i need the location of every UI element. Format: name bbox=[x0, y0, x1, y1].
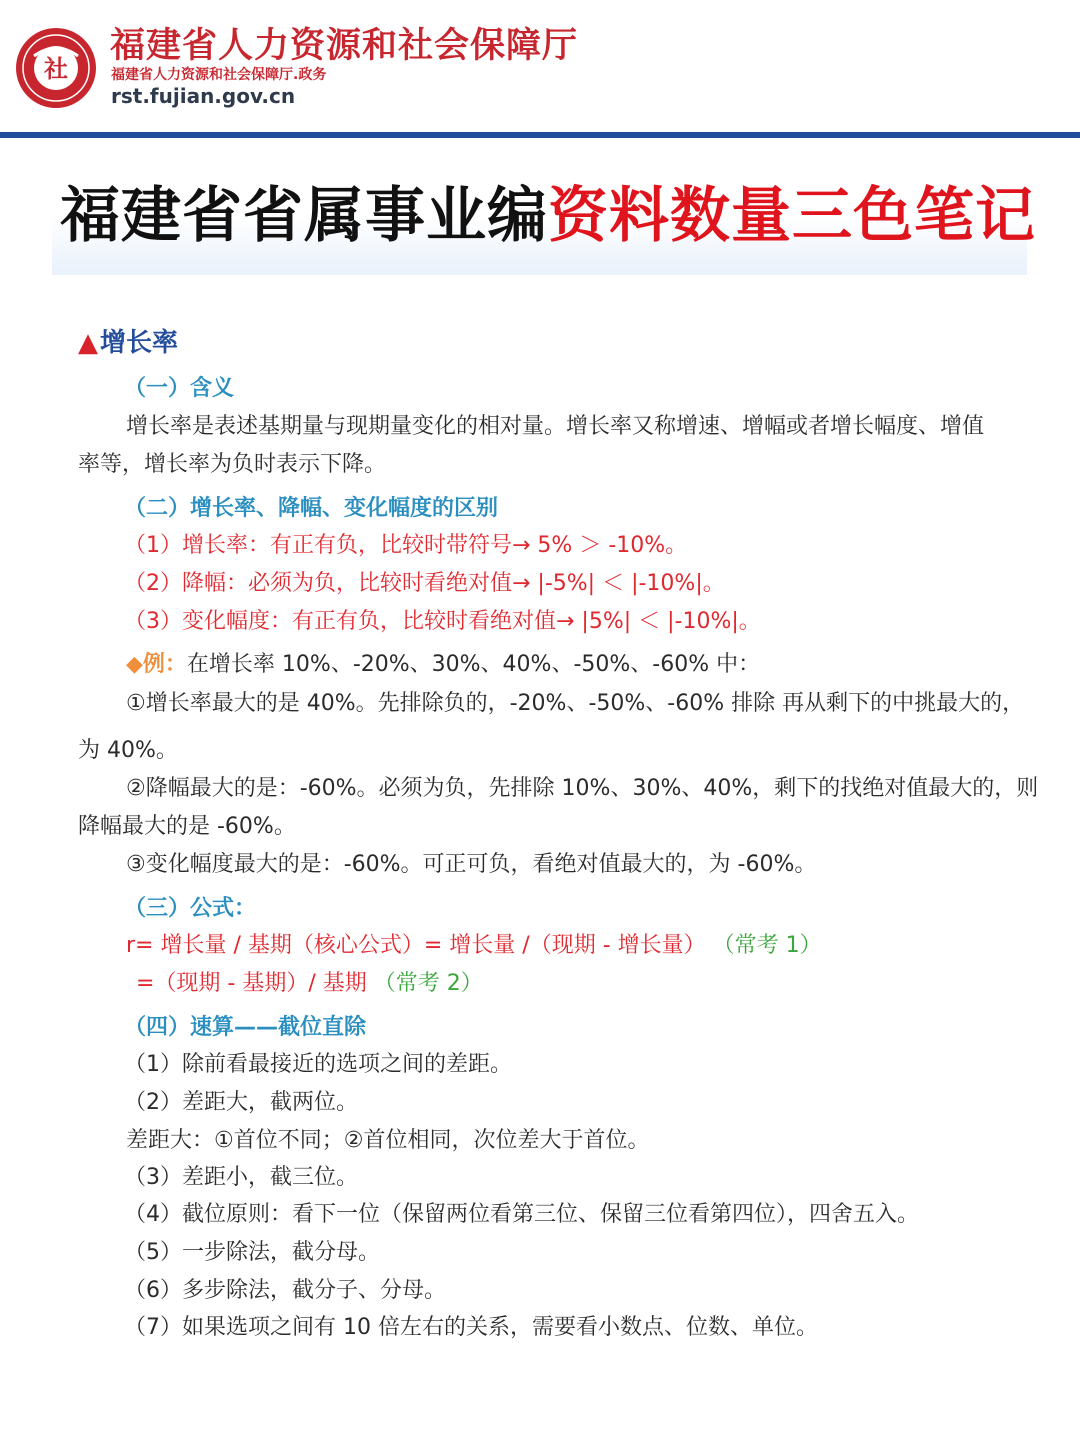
list-item: （2）差距大，截两位。 bbox=[124, 1090, 358, 1115]
formula-line bbox=[136, 969, 483, 999]
example-line bbox=[126, 650, 760, 680]
paragraph-line: 增长率是表述基期量与现期量变化的相对量。增长率又称增速、增幅或者增长幅度、增值 bbox=[126, 414, 985, 439]
subsection-title-2: （二）增长率、降幅、变化幅度的区别 bbox=[124, 496, 499, 521]
section-heading bbox=[78, 322, 178, 359]
site-url[interactable]: rst.fujian.gov.cn bbox=[111, 84, 296, 108]
list-item: 差距大：①首位不同；②首位相同，次位差大于首位。 bbox=[126, 1128, 650, 1153]
page-title bbox=[60, 180, 1036, 252]
list-item: （3）变化幅度：有正有负，比较时看绝对值→ |5%| ＜ |-10%|。 bbox=[124, 609, 761, 634]
formula-note: （常考 1） bbox=[712, 933, 822, 958]
subsection-title-1: （一）含义 bbox=[124, 376, 235, 401]
list-item: （1）除前看最接近的选项之间的差距。 bbox=[124, 1052, 512, 1077]
list-item: （1）增长率：有正有负，比较时带符号→ 5% ＞ -10%。 bbox=[124, 533, 688, 558]
example-answer: 降幅最大的是 -60%。 bbox=[78, 814, 296, 839]
emblem-icon bbox=[14, 26, 98, 110]
example-text: 在增长率 10%、-20%、30%、40%、-50%、-60% 中： bbox=[186, 652, 761, 677]
org-name: 福建省人力资源和社会保障厅 bbox=[110, 25, 579, 66]
example-answer: ③变化幅度最大的是：-60%。可正可负，看绝对值最大的，为 -60%。 bbox=[126, 852, 817, 877]
emblem-char: 社 bbox=[44, 54, 68, 83]
section-heading-text: 增长率 bbox=[100, 328, 179, 358]
subsection-title-4: （四）速算——截位直除 bbox=[124, 1015, 367, 1040]
formula-main: r= 增长量 / 基期（核心公式）= 增长量 /（现期 - 增长量） bbox=[126, 933, 706, 958]
org-subtitle: 福建省人力资源和社会保障厅.政务 bbox=[111, 67, 327, 83]
example-answer: ②降幅最大的是：-60%。必须为负，先排除 10%、30%、40%，剩下的找绝对值最大的，则 bbox=[126, 776, 1039, 801]
title-part-black: 福建省省属事业编 bbox=[60, 181, 548, 251]
formula-note: （常考 2） bbox=[373, 971, 483, 996]
title-part-red: 资料数量三色笔记 bbox=[548, 181, 1036, 251]
list-item: （7）如果选项之间有 10 倍左右的关系，需要看小数点、位数、单位。 bbox=[124, 1315, 818, 1340]
example-answer: ①增长率最大的是 40%。先排除负的，-20%、-50%、-60% 排除 再从剩下的中挑最大的， bbox=[126, 691, 1025, 716]
list-item: （6）多步除法，截分子、分母。 bbox=[124, 1278, 446, 1303]
list-item: （2）降幅：必须为负，比较时看绝对值→ |-5%| ＜ |-10%|。 bbox=[124, 571, 725, 596]
triangle-icon: ▲ bbox=[78, 328, 98, 358]
formula-main: =（现期 - 基期）/ 基期 bbox=[136, 971, 367, 996]
example-answer: 为 40%。 bbox=[78, 738, 178, 763]
list-item: （5）一步除法，截分母。 bbox=[124, 1240, 380, 1265]
list-item: （3）差距小，截三位。 bbox=[124, 1165, 358, 1190]
site-header bbox=[0, 0, 1080, 132]
list-item: （4）截位原则：看下一位（保留两位看第三位、保留三位看第四位），四舍五入。 bbox=[124, 1202, 919, 1227]
header-divider bbox=[0, 132, 1080, 138]
formula-line bbox=[126, 931, 822, 961]
example-label: ◆例： bbox=[126, 652, 187, 677]
subsection-title-3: （三）公式： bbox=[124, 896, 257, 921]
paragraph-line: 率等，增长率为负时表示下降。 bbox=[78, 452, 387, 477]
